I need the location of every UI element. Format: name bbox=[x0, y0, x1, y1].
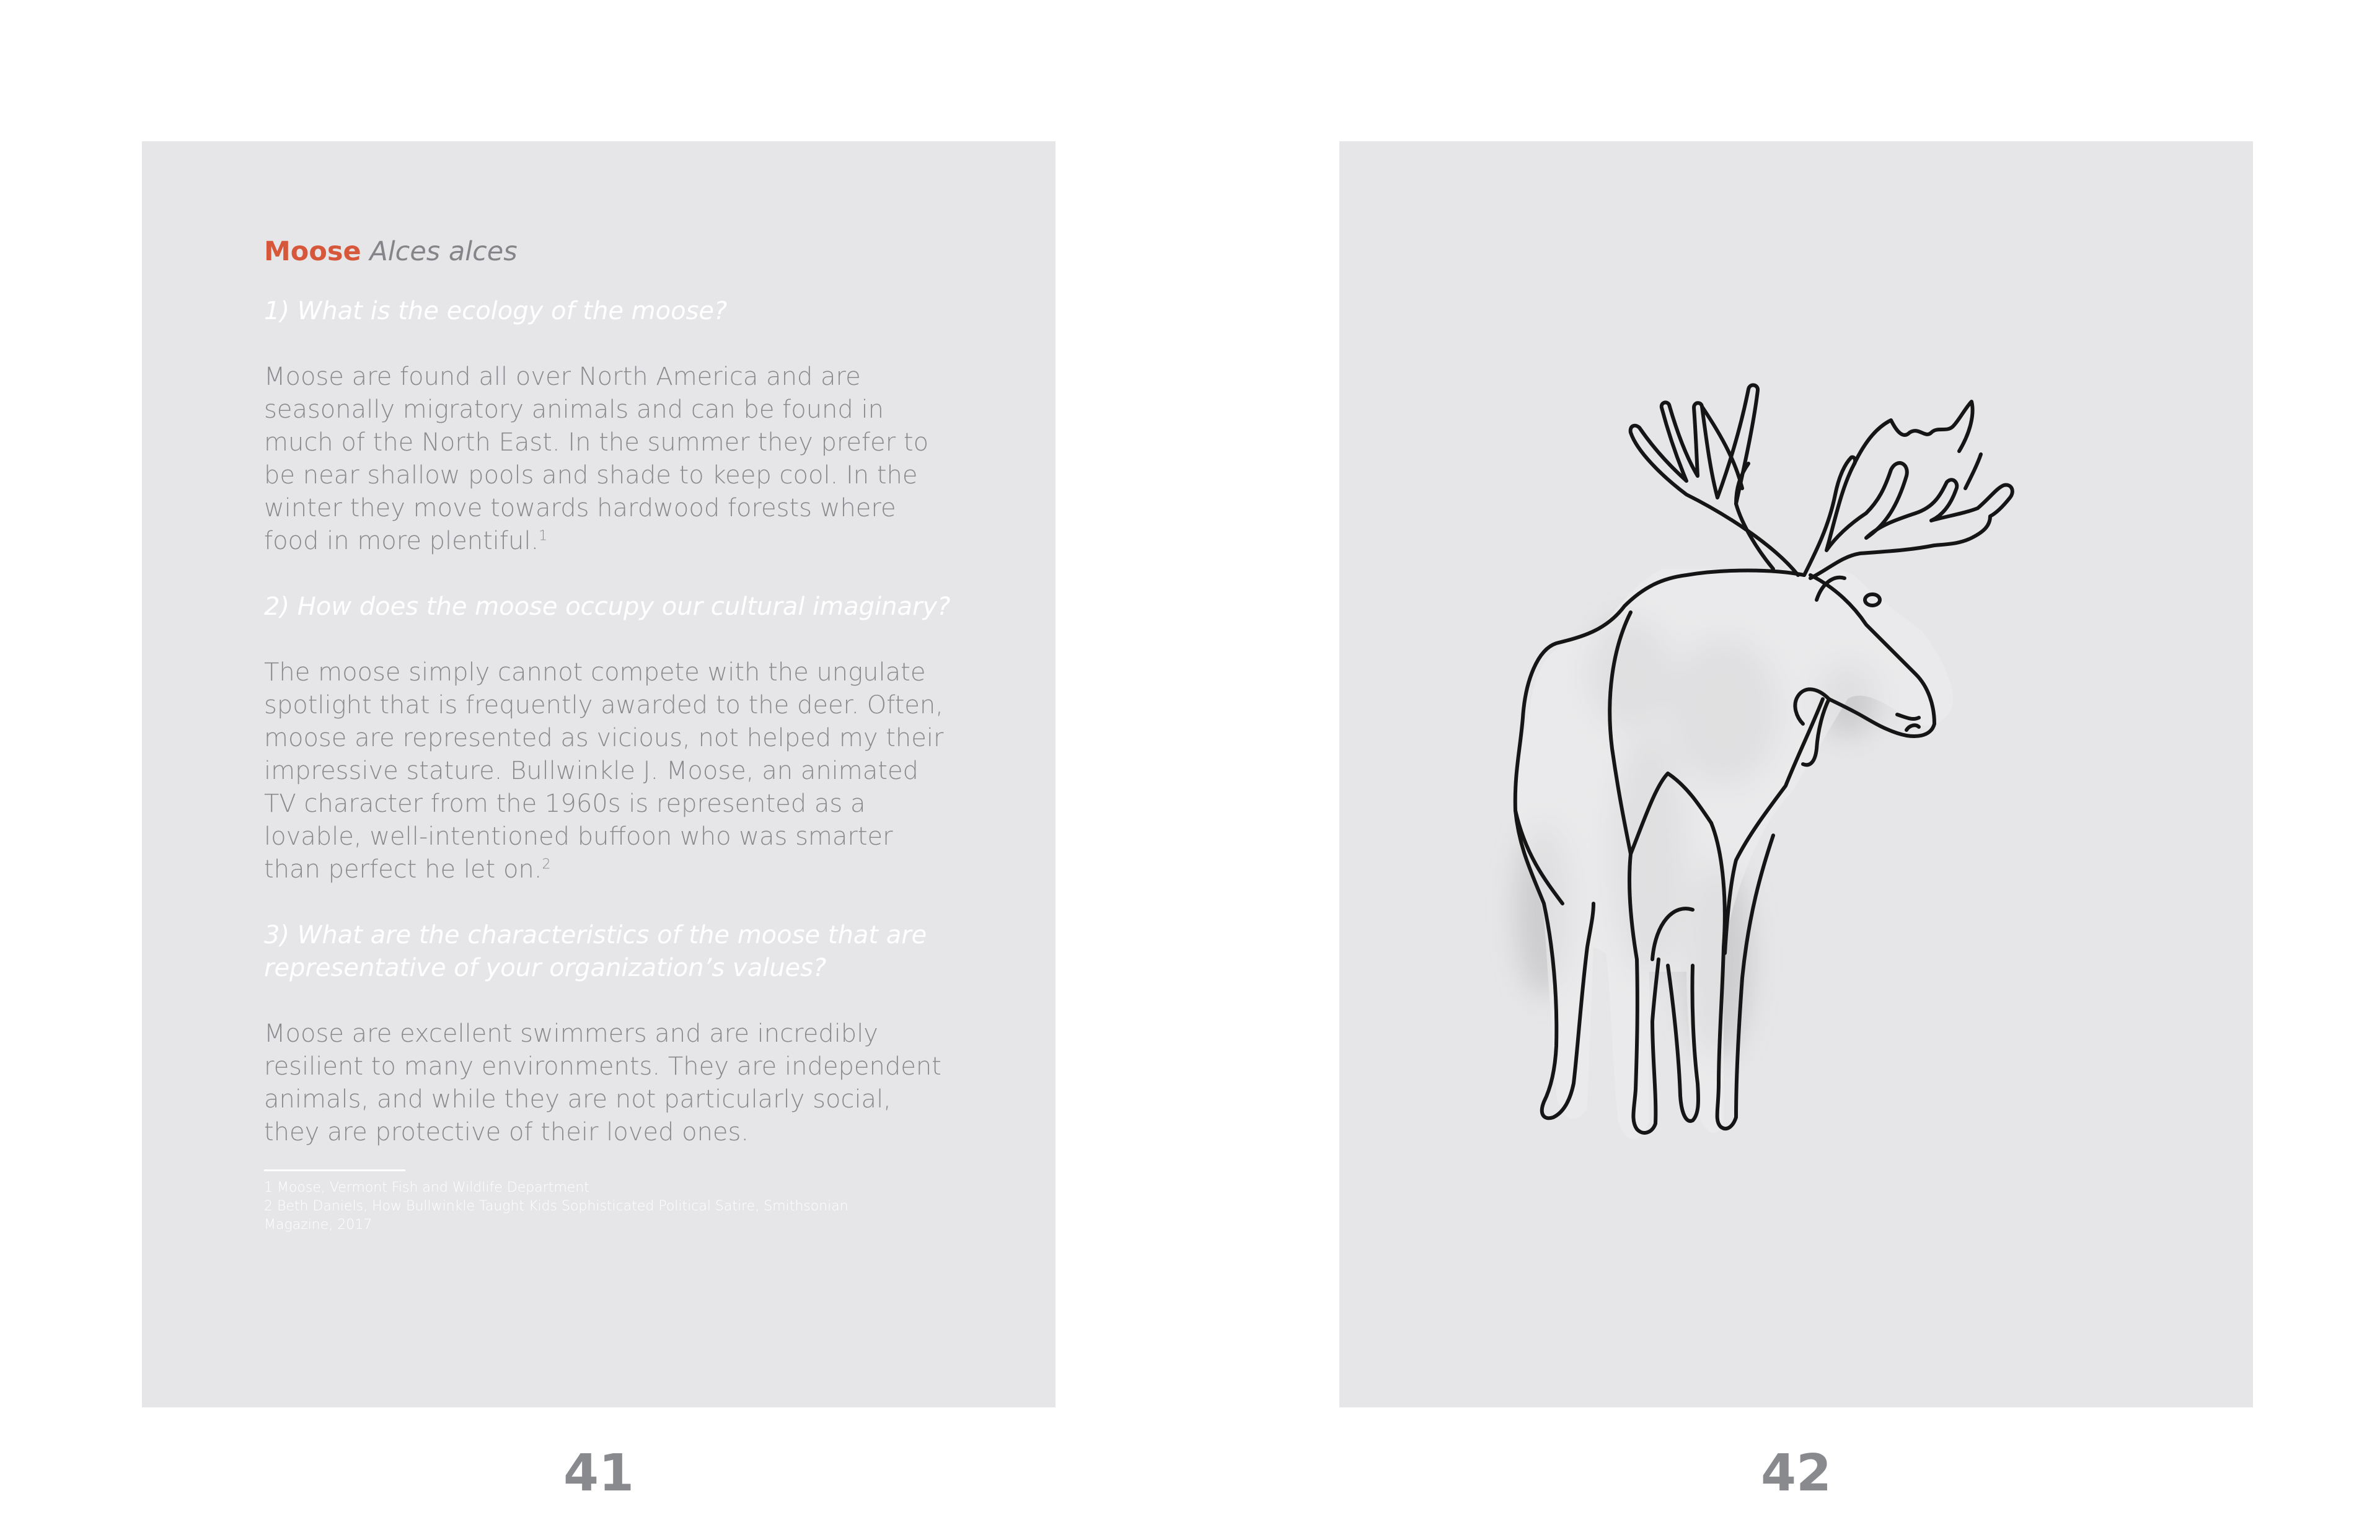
antler-right-inner bbox=[1854, 402, 1981, 488]
page-number-left: 41 bbox=[563, 1444, 635, 1503]
answer-1-text: Moose are found all over North America and are seasonally migratory animals and can be found in much of the North East. In the summer they prefer to be near shallow pools and shade to keep cool. In the winter they move towards hardwood forests where food in more plentiful. bbox=[264, 363, 929, 555]
right-page bbox=[1339, 141, 2253, 1407]
antler-right bbox=[1804, 457, 2012, 578]
page-number-right: 42 bbox=[1760, 1444, 1832, 1503]
question-1: 1) What is the ecology of the moose? bbox=[264, 297, 728, 325]
antler-left bbox=[1631, 385, 1798, 575]
footnote-ref-1: 1 bbox=[539, 528, 548, 544]
moose-illustration bbox=[1339, 141, 2253, 1407]
answer-3 bbox=[264, 1018, 952, 1149]
question-3: 3) What are the characteristics of the moose that are representative of your organization’s values? bbox=[264, 921, 927, 982]
footnote-ref-2: 2 bbox=[542, 856, 551, 873]
answer-2 bbox=[264, 656, 952, 886]
left-page bbox=[142, 141, 1056, 1407]
title-common-name: Moose bbox=[264, 236, 361, 267]
page-title bbox=[264, 234, 952, 269]
answer-1 bbox=[264, 361, 952, 558]
footnote-divider bbox=[264, 1169, 405, 1171]
answer-3-text: Moose are excellent swimmers and are incredibly resilient to many environments. They are independent animals, and while they are not particularly social, they are protective of their loved ones. bbox=[264, 1019, 941, 1146]
question-2: 2) How does the moose occupy our cultural imaginary? bbox=[264, 592, 951, 621]
title-scientific-name: Alces alces bbox=[369, 236, 518, 267]
footnote-2: 2 Beth Daniels, How Bullwinkle Taught Kids Sophisticated Political Satire, Smithsonian Magazine, 2017 bbox=[264, 1199, 848, 1233]
answer-2-text: The moose simply cannot compete with the ungulate spotlight that is frequently awarded to the deer. Often, moose are represented as vicious, not helped my their impressive stature. Bullwinkle J. Moose, an animated TV character from the 1960s is represented as a lovable, well-intentioned buffoon who was smarter than perfect he let on. bbox=[264, 658, 944, 884]
article-text bbox=[264, 234, 952, 1234]
footnote-1: 1 Moose, Vermont Fish and Wildlife Department bbox=[264, 1180, 589, 1195]
moose-body-fill bbox=[1517, 568, 1953, 1139]
